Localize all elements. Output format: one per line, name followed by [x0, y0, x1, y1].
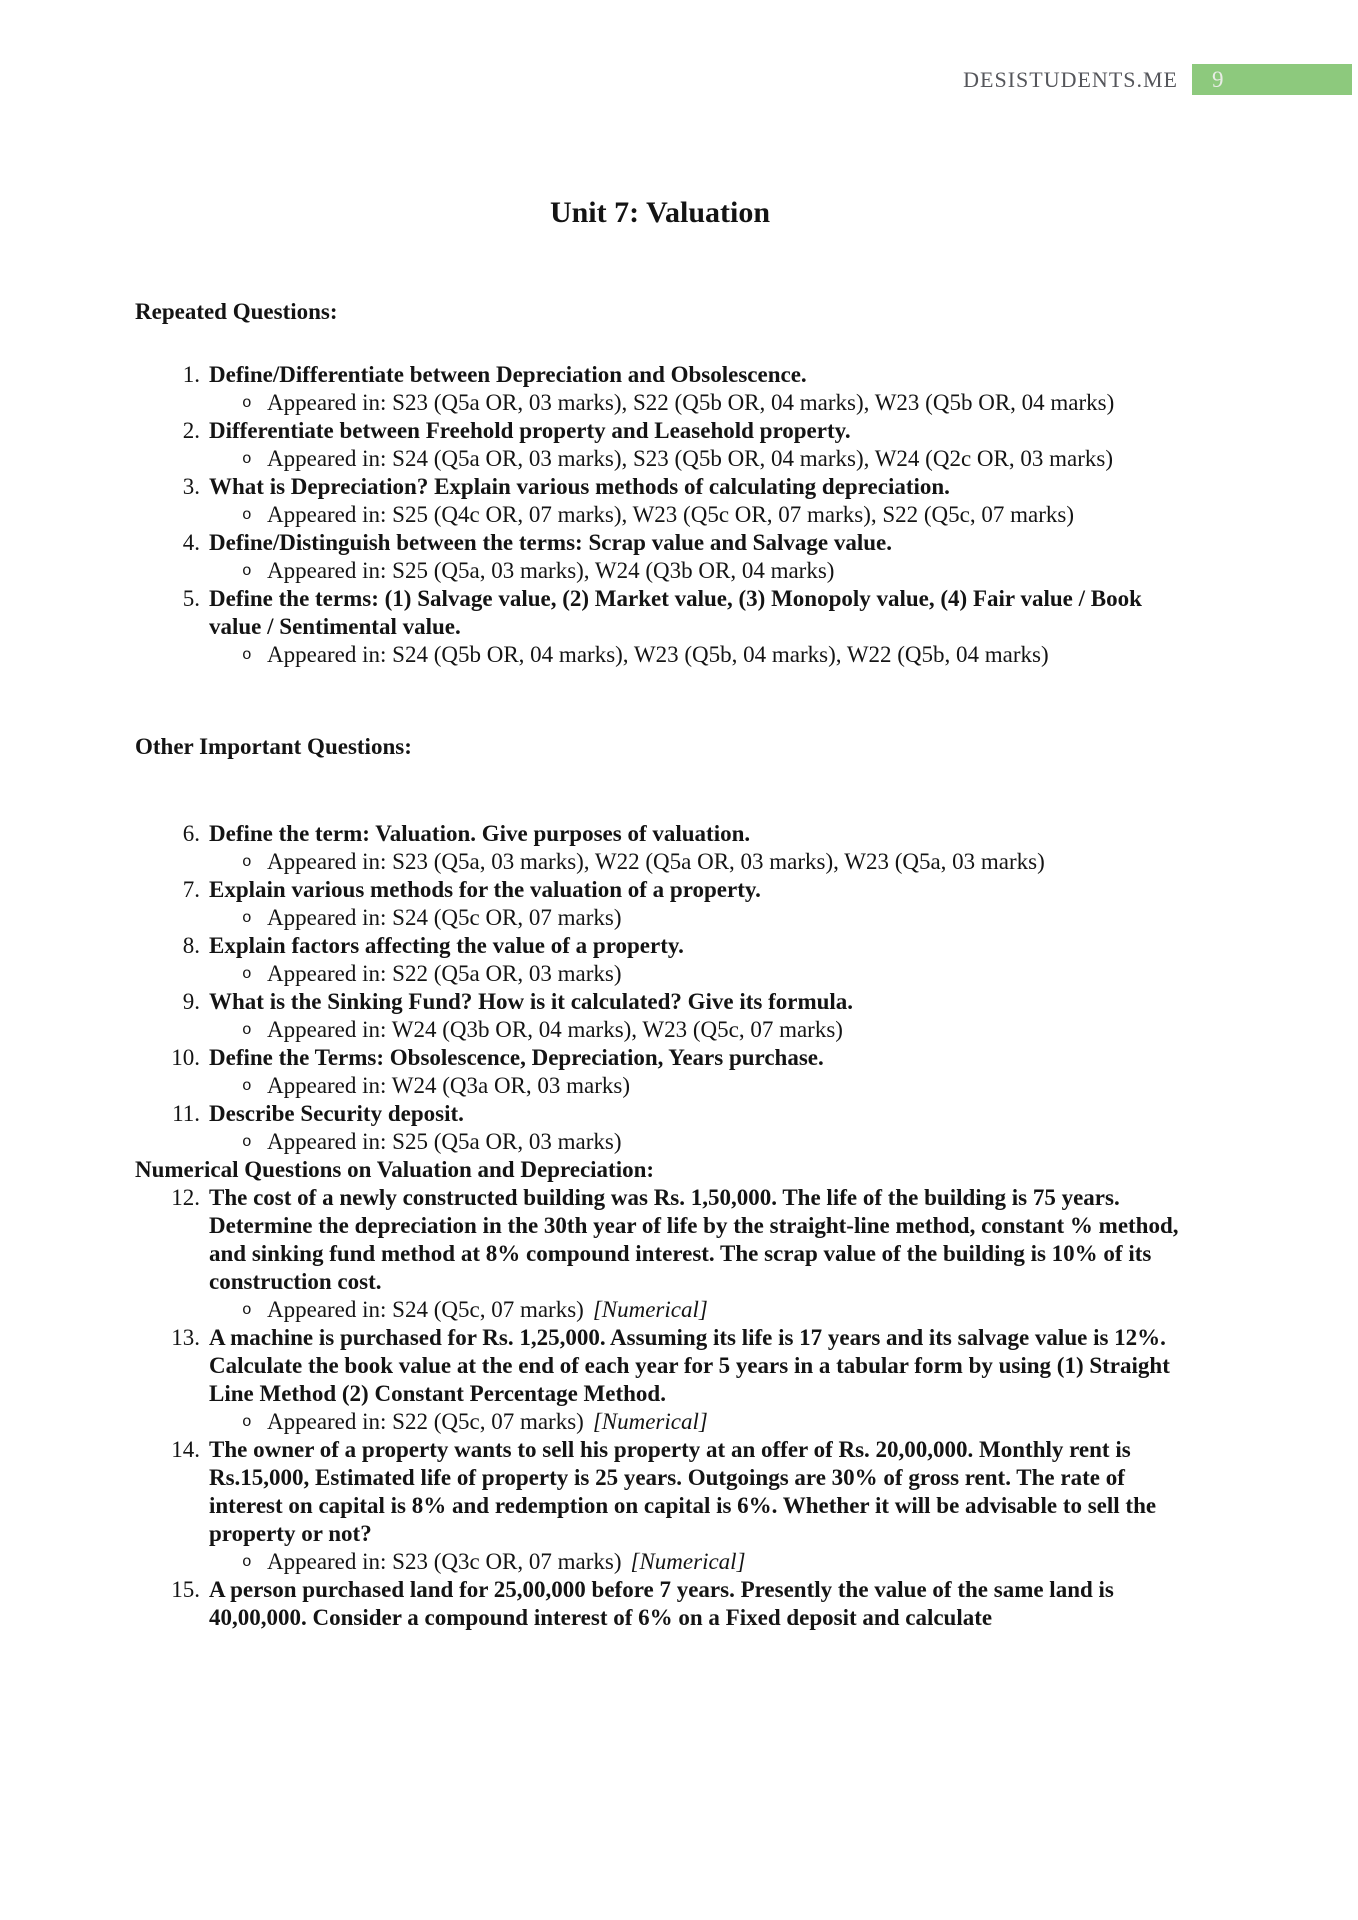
appearance-note	[242, 848, 1185, 876]
question-item	[135, 820, 1185, 876]
question-line	[168, 529, 1185, 557]
question-number: 15.	[171, 1577, 200, 1602]
question-line	[168, 876, 1185, 904]
question-text: Differentiate between Freehold property and Leasehold property.	[209, 418, 851, 443]
question-item	[135, 473, 1185, 529]
page-title: Unit 7: Valuation	[549, 196, 771, 229]
question-item	[135, 361, 1185, 417]
appearance-note-text	[267, 960, 1185, 988]
appearance-note-text	[267, 445, 1185, 473]
numerical-tag: [Numerical]	[630, 1549, 746, 1574]
circle-bullet-icon: o	[242, 1077, 252, 1095]
section-other-important-questions	[135, 733, 1185, 1156]
appearance-note-text	[267, 1128, 1185, 1156]
appearance-note	[242, 389, 1185, 417]
appearance-note-text	[267, 557, 1185, 585]
question-text: What is Depreciation? Explain various methods of calculating depreciation.	[209, 474, 950, 499]
appearance-note	[242, 1072, 1185, 1100]
question-text: Define the term: Valuation. Give purposes of valuation.	[209, 821, 751, 846]
question-line	[168, 1576, 1185, 1632]
appearance-note	[242, 1016, 1185, 1044]
appeared-text: Appeared in: W24 (Q3b OR, 04 marks), W23 (Q5c, 07 marks)	[267, 1017, 843, 1042]
appeared-text: Appeared in: S24 (Q5c, 07 marks)	[267, 1297, 584, 1322]
question-list	[135, 1184, 1185, 1632]
appearance-note	[242, 1128, 1185, 1156]
appearance-note-text	[267, 641, 1185, 669]
question-line	[168, 585, 1185, 641]
appearance-note	[242, 1408, 1185, 1436]
circle-bullet-icon: o	[242, 1553, 252, 1571]
question-item	[135, 932, 1185, 988]
appeared-text: Appeared in: S24 (Q5a OR, 03 marks), S23 (Q5b OR, 04 marks), W24 (Q2c OR, 03 marks)	[267, 446, 1113, 471]
circle-bullet-icon: o	[242, 1133, 252, 1151]
section-repeated-questions	[135, 298, 1185, 669]
question-line	[168, 361, 1185, 389]
appearance-note	[242, 904, 1185, 932]
question-number: 7.	[182, 877, 200, 902]
appearance-note	[242, 1548, 1185, 1576]
question-item	[135, 1436, 1185, 1576]
question-number: 12.	[171, 1185, 200, 1210]
question-number: 4.	[182, 530, 200, 555]
appeared-text: Appeared in: S24 (Q5b OR, 04 marks), W23 (Q5b, 04 marks), W22 (Q5b, 04 marks)	[267, 642, 1049, 667]
circle-bullet-icon: o	[242, 1413, 252, 1431]
circle-bullet-icon: o	[242, 562, 252, 580]
page-number: 9	[1212, 66, 1224, 92]
question-item	[135, 1184, 1185, 1324]
appeared-text: Appeared in: S23 (Q3c OR, 07 marks)	[267, 1549, 622, 1574]
question-number: 13.	[171, 1325, 200, 1350]
numerical-tag: [Numerical]	[592, 1409, 708, 1434]
question-item	[135, 1044, 1185, 1100]
question-text: Explain various methods for the valuation of a property.	[209, 877, 761, 902]
question-text: The owner of a property wants to sell his property at an offer of Rs. 20,00,000. Monthly rent is Rs.15,000, Estimated life of property is 25 years. Outgoings are 30% of gross rent. The rate of interest on capital is 8% and redemption on capital is 6%. Whether it will be advisable to sell the property or not?	[209, 1437, 1157, 1546]
page-header	[963, 64, 1352, 95]
question-number: 6.	[182, 821, 200, 846]
question-text: Define/Distinguish between the terms: Scrap value and Salvage value.	[209, 530, 892, 555]
question-line	[168, 1324, 1185, 1408]
question-line	[168, 1100, 1185, 1128]
circle-bullet-icon: o	[242, 853, 252, 871]
appeared-text: Appeared in: W24 (Q3a OR, 03 marks)	[267, 1073, 631, 1098]
question-number: 10.	[171, 1045, 200, 1070]
question-item	[135, 417, 1185, 473]
question-item	[135, 1100, 1185, 1156]
question-number: 1.	[182, 362, 200, 387]
circle-bullet-icon: o	[242, 394, 252, 412]
question-number: 2.	[182, 418, 200, 443]
question-text: What is the Sinking Fund? How is it calculated? Give its formula.	[209, 989, 854, 1014]
question-text: Describe Security deposit.	[209, 1101, 464, 1126]
question-item	[135, 1324, 1185, 1436]
question-line	[168, 417, 1185, 445]
question-text: The cost of a newly constructed building was Rs. 1,50,000. The life of the building is 75 years. Determine the depreciation in the 30th year of life by the straight-line method, constant % method, and sinking fund method at 8% compound interest. The scrap value of the building is 10% of its construction cost.	[209, 1185, 1179, 1294]
question-number: 14.	[171, 1437, 200, 1462]
question-item	[135, 585, 1185, 669]
circle-bullet-icon: o	[242, 646, 252, 664]
question-line	[168, 932, 1185, 960]
circle-bullet-icon: o	[242, 965, 252, 983]
question-text: Define the terms: (1) Salvage value, (2) Market value, (3) Monopoly value, (4) Fair value / Book value / Sentimental value.	[209, 586, 1142, 639]
question-number: 3.	[182, 474, 200, 499]
appearance-note	[242, 1296, 1185, 1324]
question-list	[135, 820, 1185, 1156]
appearance-note-text	[267, 904, 1185, 932]
appearance-note-text	[267, 1072, 1185, 1100]
appearance-note-text	[267, 501, 1185, 529]
question-number: 9.	[182, 989, 200, 1014]
appeared-text: Appeared in: S23 (Q5a, 03 marks), W22 (Q5a OR, 03 marks), W23 (Q5a, 03 marks)	[267, 849, 1045, 874]
circle-bullet-icon: o	[242, 1301, 252, 1319]
section-heading: Other Important Questions:	[135, 734, 412, 759]
appearance-note-text	[267, 1548, 1185, 1576]
appearance-note-text	[267, 1296, 1185, 1324]
question-line	[168, 1184, 1185, 1296]
question-text: A machine is purchased for Rs. 1,25,000. Assuming its life is 17 years and its salvage value is 12%. Calculate the book value at the end of each year for 5 years in a tabular form by using (1) Straight Line Method (2) Constant Percentage Method.	[209, 1325, 1170, 1406]
question-item	[135, 1576, 1185, 1632]
question-text: Explain factors affecting the value of a property.	[209, 933, 684, 958]
question-number: 5.	[182, 586, 200, 611]
question-number: 8.	[182, 933, 200, 958]
circle-bullet-icon: o	[242, 1021, 252, 1039]
question-list	[135, 361, 1185, 669]
section-numerical-questions	[135, 1156, 1185, 1632]
question-line	[168, 820, 1185, 848]
circle-bullet-icon: o	[242, 450, 252, 468]
appearance-note	[242, 641, 1185, 669]
question-line	[168, 1436, 1185, 1548]
question-line	[168, 473, 1185, 501]
numerical-tag: [Numerical]	[592, 1297, 708, 1322]
appeared-text: Appeared in: S24 (Q5c OR, 07 marks)	[267, 905, 622, 930]
appeared-text: Appeared in: S25 (Q5a OR, 03 marks)	[267, 1129, 622, 1154]
appearance-note-text	[267, 389, 1185, 417]
question-number: 11.	[172, 1101, 200, 1126]
question-text: A person purchased land for 25,00,000 before 7 years. Presently the value of the same land is 40,00,000. Consider a compound interest of 6% on a Fixed deposit and calculate	[209, 1577, 1114, 1630]
question-item	[135, 988, 1185, 1044]
appeared-text: Appeared in: S22 (Q5c, 07 marks)	[267, 1409, 584, 1434]
appearance-note	[242, 445, 1185, 473]
page-number-badge	[1192, 64, 1352, 95]
appearance-note	[242, 960, 1185, 988]
appearance-note	[242, 557, 1185, 585]
appearance-note-text	[267, 1408, 1185, 1436]
question-text: Define the Terms: Obsolescence, Depreciation, Years purchase.	[209, 1045, 824, 1070]
appearance-note-text	[267, 848, 1185, 876]
question-item	[135, 876, 1185, 932]
appeared-text: Appeared in: S22 (Q5a OR, 03 marks)	[267, 961, 622, 986]
question-item	[135, 529, 1185, 585]
circle-bullet-icon: o	[242, 506, 252, 524]
section-heading: Numerical Questions on Valuation and Depreciation:	[135, 1157, 655, 1182]
appeared-text: Appeared in: S25 (Q4c OR, 07 marks), W23 (Q5c OR, 07 marks), S22 (Q5c, 07 marks)	[267, 502, 1074, 527]
question-text: Define/Differentiate between Depreciation and Obsolescence.	[209, 362, 807, 387]
appearance-note-text	[267, 1016, 1185, 1044]
appeared-text: Appeared in: S23 (Q5a OR, 03 marks), S22 (Q5b OR, 04 marks), W23 (Q5b OR, 04 marks)	[267, 390, 1115, 415]
circle-bullet-icon: o	[242, 909, 252, 927]
appeared-text: Appeared in: S25 (Q5a, 03 marks), W24 (Q3b OR, 04 marks)	[267, 558, 835, 583]
site-name-text: DESISTUDENTS.ME	[963, 67, 1178, 92]
question-line	[168, 1044, 1185, 1072]
section-heading: Repeated Questions:	[135, 299, 338, 324]
question-line	[168, 988, 1185, 1016]
appearance-note	[242, 501, 1185, 529]
